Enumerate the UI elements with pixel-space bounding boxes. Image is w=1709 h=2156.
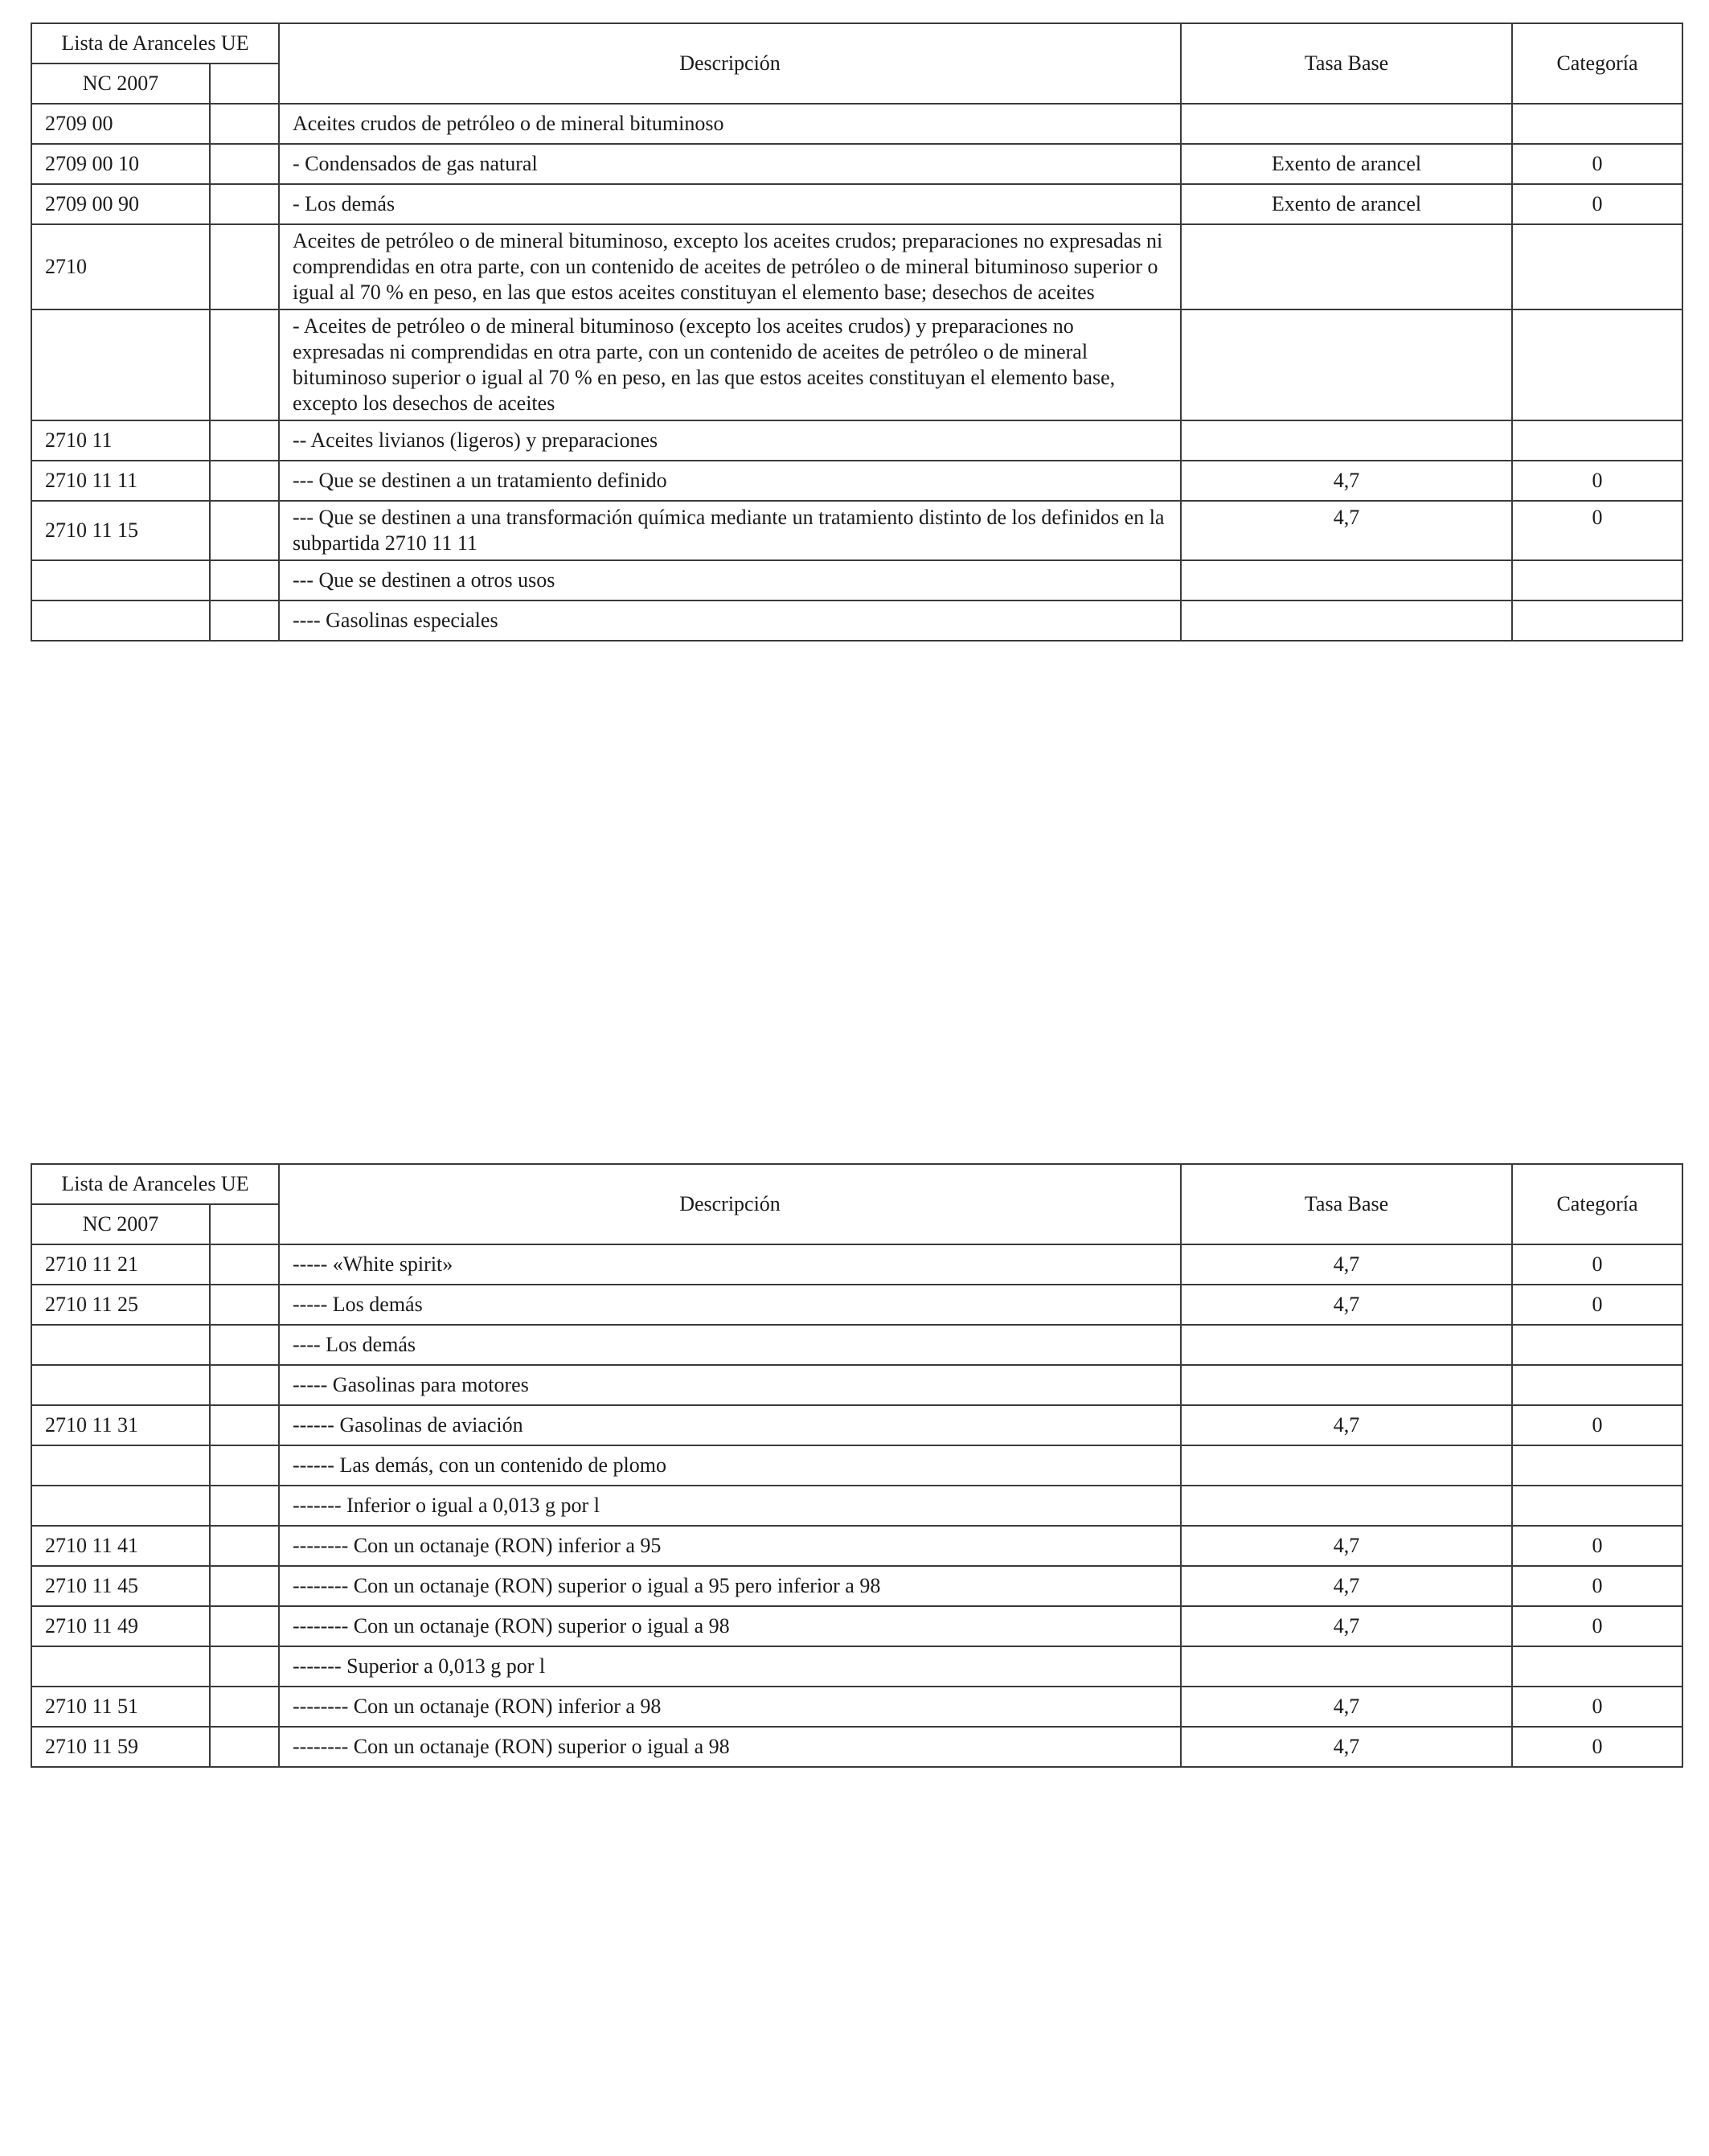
- empty-cell: [210, 1526, 279, 1566]
- table-row: [31, 600, 1682, 641]
- table-row: [31, 1285, 1682, 1325]
- table-row: [31, 184, 1682, 224]
- base-rate-cell: [1181, 1445, 1512, 1486]
- category-cell: 0: [1512, 461, 1682, 501]
- tariff-code: [31, 560, 210, 600]
- table-row: [31, 1566, 1682, 1606]
- table-row: [31, 420, 1682, 461]
- base-rate-cell: 4,7: [1181, 1405, 1512, 1445]
- description-cell: -------- Con un octanaje (RON) inferior a 98: [279, 1687, 1181, 1727]
- description-cell: ------ Gasolinas de aviación: [279, 1405, 1181, 1445]
- description-cell: ------ Las demás, con un contenido de plomo: [279, 1445, 1181, 1486]
- header-list-title: Lista de Aranceles UE: [31, 23, 279, 64]
- category-cell: [1512, 560, 1682, 600]
- description-cell: ----- Los demás: [279, 1285, 1181, 1325]
- category-cell: [1512, 1646, 1682, 1687]
- tariff-code: 2710 11 51: [31, 1687, 210, 1727]
- tariff-code: 2710 11 45: [31, 1566, 210, 1606]
- empty-cell: [210, 1646, 279, 1687]
- category-cell: [1512, 309, 1682, 420]
- base-rate-cell: 4,7: [1181, 461, 1512, 501]
- base-rate-cell: [1181, 104, 1512, 144]
- base-rate-cell: [1181, 1365, 1512, 1405]
- empty-cell: [210, 1566, 279, 1606]
- table-row: [31, 144, 1682, 184]
- empty-cell: [210, 104, 279, 144]
- table-row: [31, 501, 1682, 560]
- tariff-code: [31, 1445, 210, 1486]
- category-cell: [1512, 224, 1682, 309]
- description-cell: --- Que se destinen a otros usos: [279, 560, 1181, 600]
- tariff-code: 2709 00 10: [31, 144, 210, 184]
- table-row: [31, 560, 1682, 600]
- header-nc-label: NC 2007: [31, 1204, 210, 1244]
- tariff-code: [31, 309, 210, 420]
- base-rate-cell: Exento de arancel: [1181, 144, 1512, 184]
- tariff-code: [31, 1365, 210, 1405]
- base-rate-cell: Exento de arancel: [1181, 184, 1512, 224]
- description-cell: Aceites de petróleo o de mineral bituminoso, excepto los aceites crudos; preparaciones no expresadas ni comprendidas en otra parte, con un contenido de aceites de petróleo o de mineral bituminoso superior o igual al 70 % en peso, en las que estos aceites constituyan el elemento base; desechos de aceites: [279, 224, 1181, 309]
- header-category: Categoría: [1512, 1164, 1682, 1244]
- base-rate-cell: [1181, 1486, 1512, 1526]
- description-cell: -------- Con un octanaje (RON) inferior a 95: [279, 1526, 1181, 1566]
- table-row: [31, 1365, 1682, 1405]
- table-row: [31, 1325, 1682, 1365]
- header-base-rate: Tasa Base: [1181, 1164, 1512, 1244]
- description-cell: ----- Gasolinas para motores: [279, 1365, 1181, 1405]
- tariff-code: 2710 11 49: [31, 1606, 210, 1646]
- base-rate-cell: 4,7: [1181, 1244, 1512, 1285]
- category-cell: [1512, 104, 1682, 144]
- table-row: [31, 104, 1682, 144]
- tariff-code: 2710 11 31: [31, 1405, 210, 1445]
- category-cell: 0: [1512, 144, 1682, 184]
- table-header: [31, 23, 1682, 104]
- category-cell: 0: [1512, 1687, 1682, 1727]
- description-cell: - Los demás: [279, 184, 1181, 224]
- empty-cell: [210, 560, 279, 600]
- table-row: [31, 1606, 1682, 1646]
- header-list-title: Lista de Aranceles UE: [31, 1164, 279, 1204]
- tariff-table-2: [31, 1163, 1683, 1768]
- table-row: [31, 309, 1682, 420]
- tariff-code: 2710 11 25: [31, 1285, 210, 1325]
- description-cell: --- Que se destinen a una transformación química mediante un tratamiento distinto de los definidos en la subpartida 2710 11 11: [279, 501, 1181, 560]
- description-cell: ---- Gasolinas especiales: [279, 600, 1181, 641]
- category-cell: 0: [1512, 501, 1682, 560]
- description-cell: -------- Con un octanaje (RON) superior o igual a 98: [279, 1606, 1181, 1646]
- empty-cell: [210, 420, 279, 461]
- base-rate-cell: 4,7: [1181, 501, 1512, 560]
- category-cell: [1512, 1445, 1682, 1486]
- tariff-table-1: [31, 23, 1683, 641]
- header-empty-subcell: [210, 64, 279, 104]
- category-cell: 0: [1512, 1285, 1682, 1325]
- tariff-code: 2710 11: [31, 420, 210, 461]
- tariff-code: 2710 11 41: [31, 1526, 210, 1566]
- base-rate-cell: [1181, 600, 1512, 641]
- empty-cell: [210, 224, 279, 309]
- category-cell: [1512, 1486, 1682, 1526]
- description-cell: --- Que se destinen a un tratamiento definido: [279, 461, 1181, 501]
- table-row: [31, 224, 1682, 309]
- table-row: [31, 1727, 1682, 1767]
- tariff-code: [31, 1646, 210, 1687]
- empty-cell: [210, 1325, 279, 1365]
- tariff-code: [31, 1325, 210, 1365]
- description-cell: -- Aceites livianos (ligeros) y preparaciones: [279, 420, 1181, 461]
- empty-cell: [210, 1727, 279, 1767]
- tariff-code: 2709 00: [31, 104, 210, 144]
- base-rate-cell: 4,7: [1181, 1687, 1512, 1727]
- base-rate-cell: [1181, 309, 1512, 420]
- base-rate-cell: [1181, 560, 1512, 600]
- header-category: Categoría: [1512, 23, 1682, 104]
- table-row: [31, 1405, 1682, 1445]
- table-row: [31, 461, 1682, 501]
- tariff-code: 2710 11 59: [31, 1727, 210, 1767]
- empty-cell: [210, 144, 279, 184]
- table-row: [31, 1646, 1682, 1687]
- description-cell: - Condensados de gas natural: [279, 144, 1181, 184]
- empty-cell: [210, 309, 279, 420]
- description-cell: -------- Con un octanaje (RON) superior o igual a 98: [279, 1727, 1181, 1767]
- category-cell: 0: [1512, 1727, 1682, 1767]
- table-row: [31, 1445, 1682, 1486]
- base-rate-cell: 4,7: [1181, 1727, 1512, 1767]
- base-rate-cell: [1181, 224, 1512, 309]
- table-row: [31, 1244, 1682, 1285]
- tariff-code: [31, 600, 210, 641]
- empty-cell: [210, 1445, 279, 1486]
- base-rate-cell: 4,7: [1181, 1526, 1512, 1566]
- description-cell: -------- Con un octanaje (RON) superior o igual a 95 pero inferior a 98: [279, 1566, 1181, 1606]
- category-cell: [1512, 600, 1682, 641]
- description-cell: - Aceites de petróleo o de mineral bituminoso (excepto los aceites crudos) y preparaciones no expresadas ni comprendidas en otra parte, con un contenido de aceites de petróleo o de mineral bituminoso superior o igual al 70 % en peso, en las que estos aceites constituyan el elemento base, excepto los desechos de aceites: [279, 309, 1181, 420]
- header-base-rate: Tasa Base: [1181, 23, 1512, 104]
- table-row: [31, 1486, 1682, 1526]
- table-header: [31, 1164, 1682, 1244]
- empty-cell: [210, 1606, 279, 1646]
- header-nc-label: NC 2007: [31, 64, 210, 104]
- base-rate-cell: [1181, 1325, 1512, 1365]
- empty-cell: [210, 1405, 279, 1445]
- empty-cell: [210, 1244, 279, 1285]
- base-rate-cell: 4,7: [1181, 1285, 1512, 1325]
- category-cell: 0: [1512, 1566, 1682, 1606]
- category-cell: 0: [1512, 1526, 1682, 1566]
- base-rate-cell: 4,7: [1181, 1566, 1512, 1606]
- base-rate-cell: [1181, 420, 1512, 461]
- empty-cell: [210, 501, 279, 560]
- base-rate-cell: [1181, 1646, 1512, 1687]
- category-cell: [1512, 420, 1682, 461]
- description-cell: ------- Superior a 0,013 g por l: [279, 1646, 1181, 1687]
- tariff-code: 2710 11 15: [31, 501, 210, 560]
- empty-cell: [210, 461, 279, 501]
- empty-cell: [210, 1687, 279, 1727]
- table-row: [31, 1687, 1682, 1727]
- description-cell: ------- Inferior o igual a 0,013 g por l: [279, 1486, 1181, 1526]
- tariff-code: 2710 11 11: [31, 461, 210, 501]
- description-cell: ---- Los demás: [279, 1325, 1181, 1365]
- base-rate-cell: 4,7: [1181, 1606, 1512, 1646]
- empty-cell: [210, 184, 279, 224]
- category-cell: 0: [1512, 1244, 1682, 1285]
- empty-cell: [210, 600, 279, 641]
- description-cell: ----- «White spirit»: [279, 1244, 1181, 1285]
- tariff-code: [31, 1486, 210, 1526]
- empty-cell: [210, 1365, 279, 1405]
- description-cell: Aceites crudos de petróleo o de mineral bituminoso: [279, 104, 1181, 144]
- tariff-code: 2710 11 21: [31, 1244, 210, 1285]
- category-cell: 0: [1512, 184, 1682, 224]
- tariff-code: 2710: [31, 224, 210, 309]
- empty-cell: [210, 1486, 279, 1526]
- header-description: Descripción: [279, 1164, 1181, 1244]
- category-cell: [1512, 1325, 1682, 1365]
- header-description: Descripción: [279, 23, 1181, 104]
- category-cell: [1512, 1365, 1682, 1405]
- category-cell: 0: [1512, 1405, 1682, 1445]
- category-cell: 0: [1512, 1606, 1682, 1646]
- table-row: [31, 1526, 1682, 1566]
- empty-cell: [210, 1285, 279, 1325]
- tariff-code: 2709 00 90: [31, 184, 210, 224]
- header-empty-subcell: [210, 1204, 279, 1244]
